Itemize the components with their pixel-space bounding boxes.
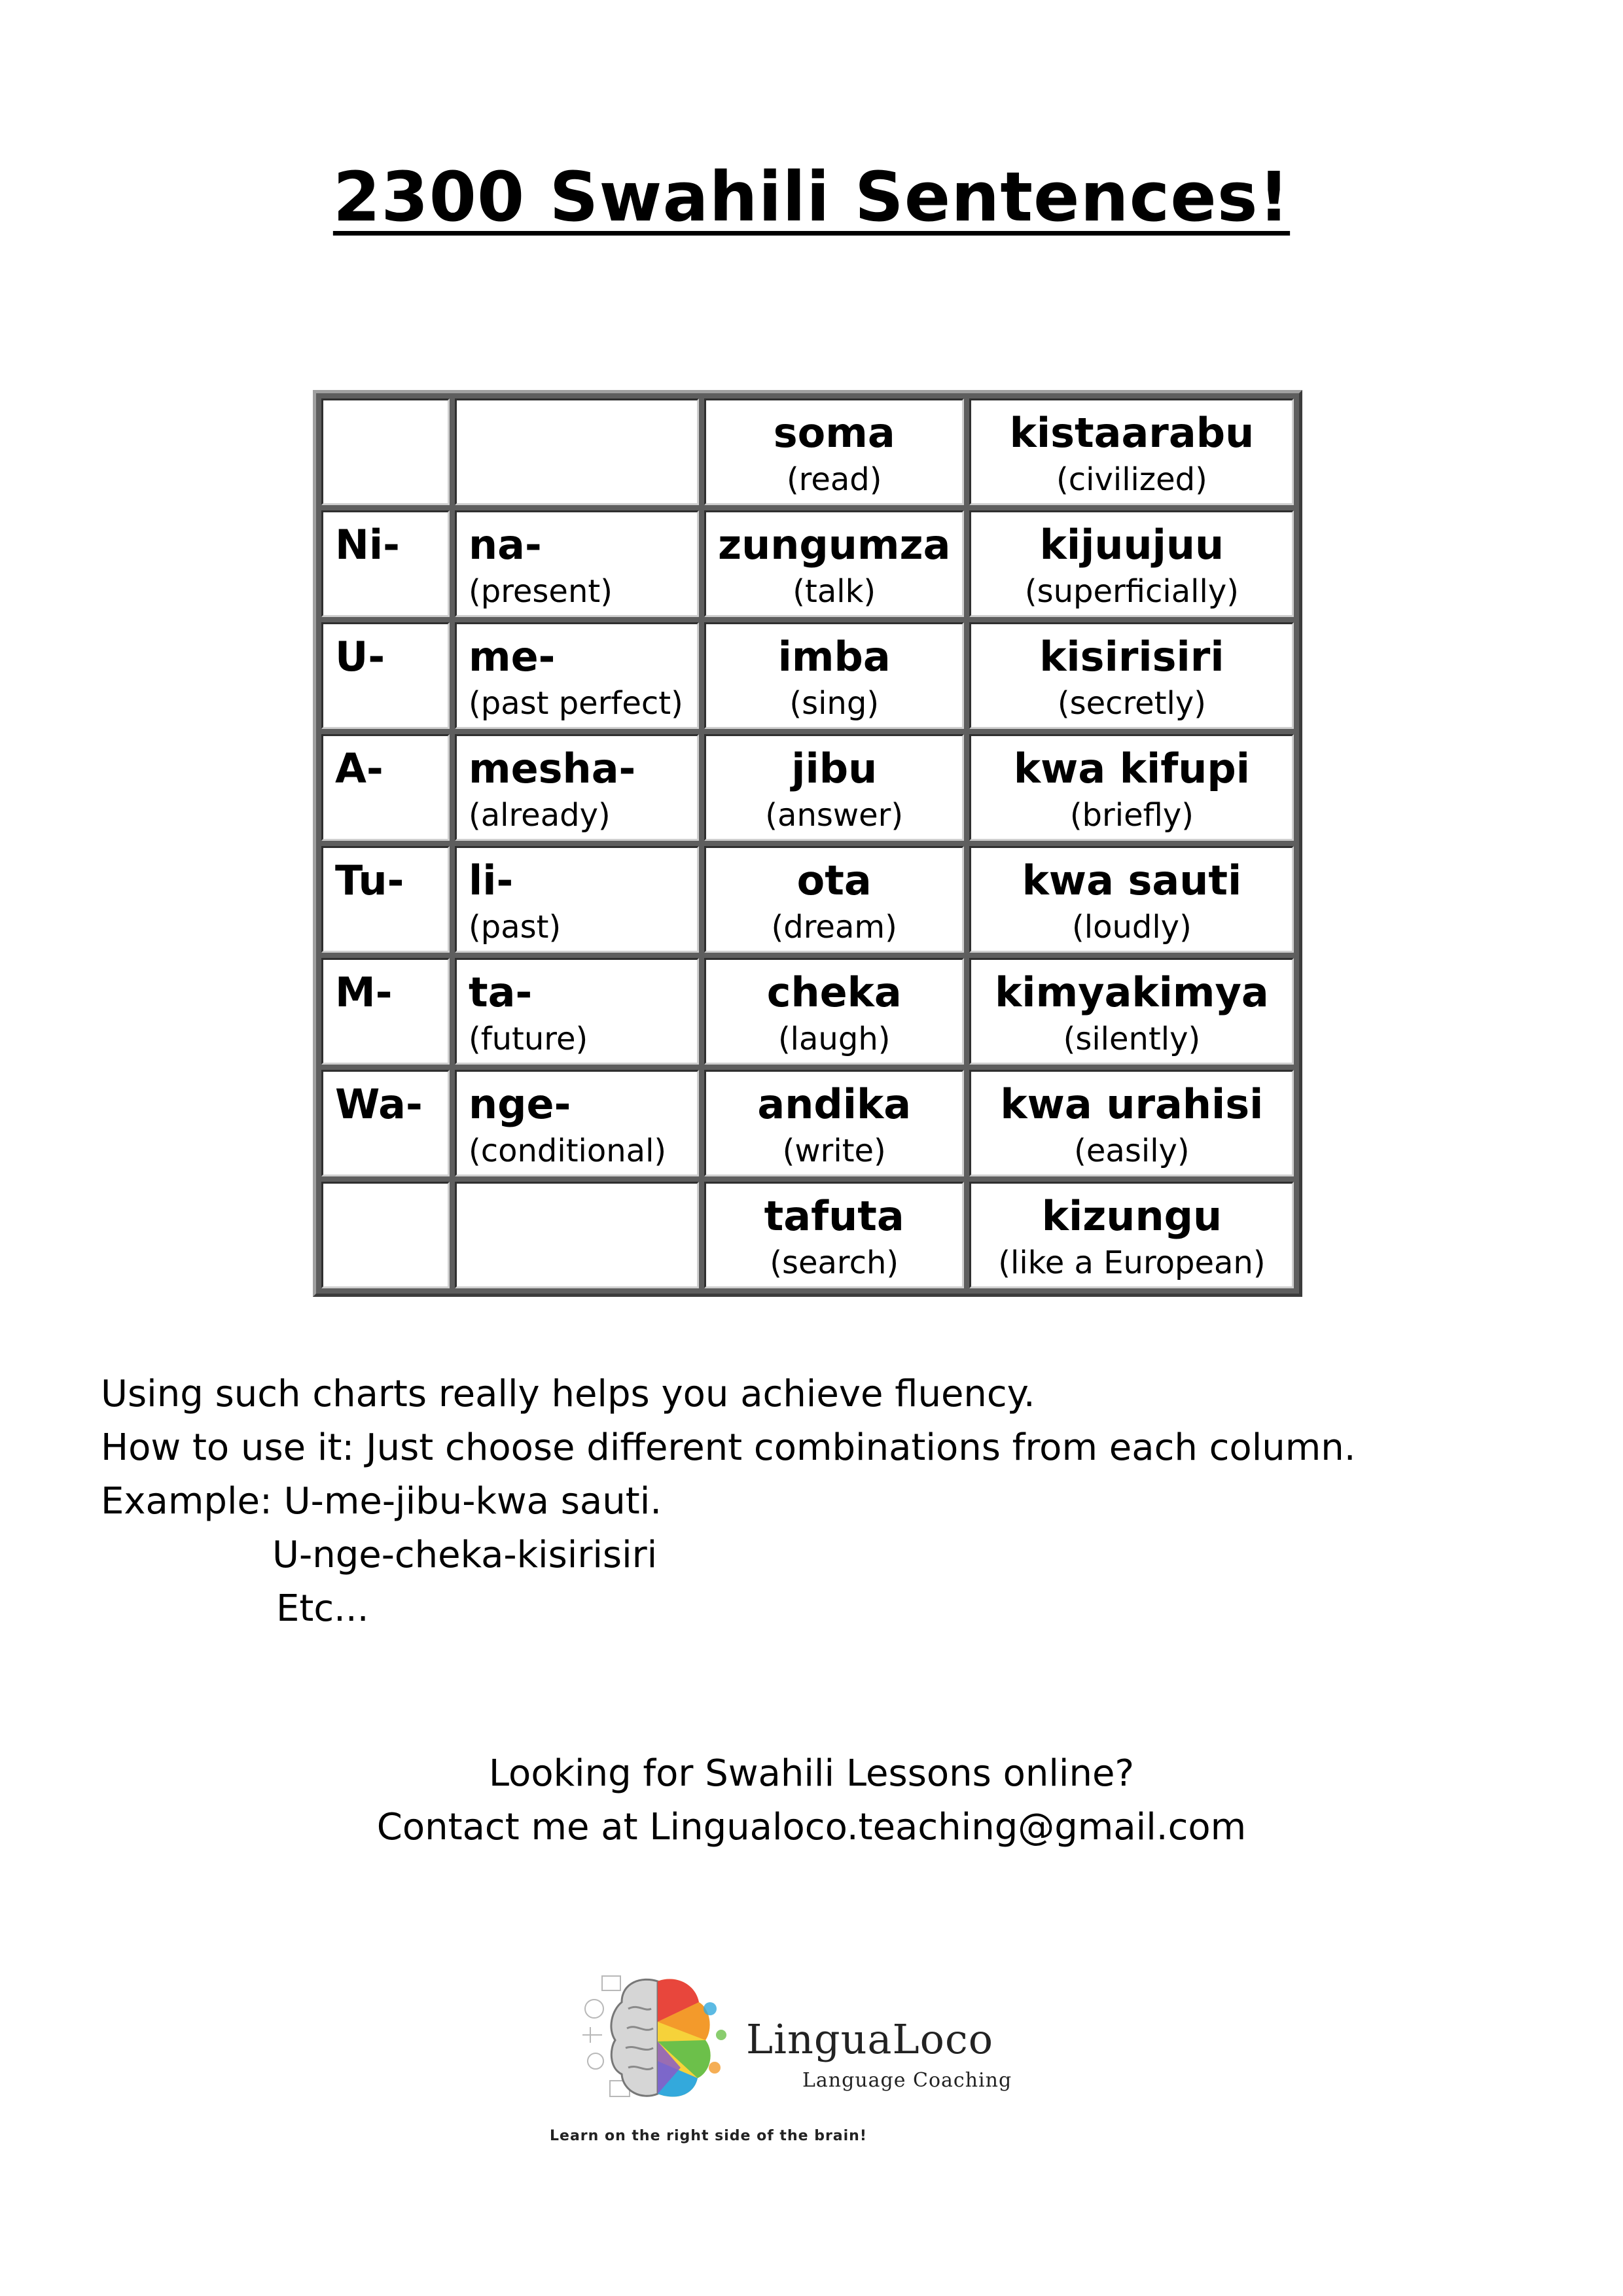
tense-gloss: (conditional) bbox=[469, 1133, 667, 1170]
sentence-chart bbox=[313, 390, 1302, 1297]
verb-cell bbox=[704, 1182, 964, 1288]
subject-cell bbox=[321, 510, 450, 617]
tense-cell bbox=[455, 1182, 699, 1288]
adverb-gloss: (secretly) bbox=[1057, 685, 1206, 722]
adverb-word: kisirisiri bbox=[1039, 633, 1224, 680]
verb-gloss: (answer) bbox=[765, 797, 904, 834]
subject-prefix: Wa- bbox=[335, 1080, 423, 1128]
tense-marker: li- bbox=[469, 857, 514, 904]
verb-word: andika bbox=[757, 1080, 912, 1128]
notes-line-1: Using such charts really helps you achieve fluency. bbox=[101, 1373, 1035, 1415]
chart-row bbox=[321, 510, 1294, 617]
tense-gloss: (future) bbox=[469, 1021, 588, 1058]
adverb-word: kijuujuu bbox=[1039, 521, 1224, 569]
tense-gloss: (past) bbox=[469, 909, 562, 946]
verb-cell bbox=[704, 1070, 964, 1176]
brand-name: LinguaLoco bbox=[746, 2015, 994, 2063]
contact-block bbox=[0, 1747, 1623, 1854]
page-title: 2300 Swahili Sentences! bbox=[332, 157, 1291, 237]
verb-word: soma bbox=[773, 409, 895, 457]
tense-marker: nge- bbox=[469, 1080, 571, 1128]
contact-line-2[interactable]: Contact me at Lingualoco.teaching@gmail.com bbox=[376, 1806, 1247, 1848]
subject-cell bbox=[321, 1070, 450, 1176]
example-etc: Etc... bbox=[276, 1587, 369, 1630]
example-sentence-2: U-nge-cheka-kisirisiri bbox=[272, 1534, 658, 1576]
verb-cell bbox=[704, 958, 964, 1065]
verb-gloss: (sing) bbox=[789, 685, 880, 722]
tense-gloss: (present) bbox=[469, 573, 613, 610]
chart-row bbox=[321, 958, 1294, 1065]
tense-cell bbox=[455, 846, 699, 953]
adverb-gloss: (loudly) bbox=[1072, 909, 1192, 946]
adverb-word: kimyakimya bbox=[995, 968, 1269, 1016]
subject-prefix: Tu- bbox=[335, 857, 404, 904]
chart-row bbox=[321, 1182, 1294, 1288]
example-line-1 bbox=[101, 1475, 1356, 1528]
adverb-gloss: (like a European) bbox=[998, 1245, 1266, 1282]
adverb-gloss: (silently) bbox=[1063, 1021, 1201, 1058]
verb-word: tafuta bbox=[764, 1192, 904, 1240]
tense-cell bbox=[455, 622, 699, 729]
logo bbox=[550, 1956, 1073, 2166]
subject-cell bbox=[321, 734, 450, 841]
verb-gloss: (search) bbox=[770, 1245, 899, 1282]
tense-cell bbox=[455, 734, 699, 841]
adverb-cell bbox=[969, 622, 1294, 729]
adverb-cell bbox=[969, 846, 1294, 953]
verb-cell bbox=[704, 398, 964, 505]
tense-marker: ta- bbox=[469, 968, 533, 1016]
adverb-cell bbox=[969, 1182, 1294, 1288]
chart-row bbox=[321, 1070, 1294, 1176]
subject-prefix: Ni- bbox=[335, 521, 400, 569]
verb-cell bbox=[704, 846, 964, 953]
verb-word: cheka bbox=[766, 968, 902, 1016]
subject-cell bbox=[321, 846, 450, 953]
adverb-word: kwa kifupi bbox=[1013, 745, 1250, 792]
adverb-cell bbox=[969, 958, 1294, 1065]
tense-marker: mesha- bbox=[469, 745, 636, 792]
subject-cell bbox=[321, 622, 450, 729]
adverb-cell bbox=[969, 398, 1294, 505]
verb-cell bbox=[704, 622, 964, 729]
verb-cell bbox=[704, 510, 964, 617]
brand-subtitle: Language Coaching bbox=[802, 2069, 1012, 2092]
tense-cell bbox=[455, 958, 699, 1065]
verb-gloss: (laugh) bbox=[777, 1021, 891, 1058]
adverb-cell bbox=[969, 734, 1294, 841]
verb-gloss: (talk) bbox=[793, 573, 876, 610]
tense-cell bbox=[455, 510, 699, 617]
verb-gloss: (read) bbox=[786, 461, 882, 499]
adverb-cell bbox=[969, 1070, 1294, 1176]
adverb-word: kistaarabu bbox=[1009, 409, 1255, 457]
contact-line-1: Looking for Swahili Lessons online? bbox=[488, 1752, 1135, 1795]
adverb-word: kwa urahisi bbox=[1000, 1080, 1264, 1128]
chart-row bbox=[321, 846, 1294, 953]
subject-cell bbox=[321, 958, 450, 1065]
verb-cell bbox=[704, 734, 964, 841]
subject-cell bbox=[321, 398, 450, 505]
adverb-gloss: (briefly) bbox=[1069, 797, 1194, 834]
tense-marker: me- bbox=[469, 633, 556, 680]
adverb-gloss: (civilized) bbox=[1056, 461, 1207, 499]
verb-word: ota bbox=[796, 857, 872, 904]
example-sentence-1: U-me-jibu-kwa sauti. bbox=[283, 1480, 662, 1523]
subject-prefix: M- bbox=[335, 968, 393, 1016]
subject-prefix: U- bbox=[335, 633, 385, 680]
notes-line-2: How to use it: Just choose different combinations from each column. bbox=[101, 1426, 1356, 1469]
usage-notes bbox=[101, 1368, 1356, 1636]
subject-prefix: A- bbox=[335, 745, 383, 792]
chart-row bbox=[321, 398, 1294, 505]
verb-word: zungumza bbox=[718, 521, 951, 569]
tense-cell bbox=[455, 1070, 699, 1176]
tense-marker: na- bbox=[469, 521, 542, 569]
tense-gloss: (already) bbox=[469, 797, 611, 834]
adverb-word: kwa sauti bbox=[1022, 857, 1242, 904]
adverb-gloss: (easily) bbox=[1074, 1133, 1190, 1170]
verb-gloss: (write) bbox=[782, 1133, 886, 1170]
chart-row bbox=[321, 622, 1294, 729]
subject-cell bbox=[321, 1182, 450, 1288]
adverb-cell bbox=[969, 510, 1294, 617]
verb-word: jibu bbox=[791, 745, 878, 792]
brand-motto: Learn on the right side of the brain! bbox=[550, 2128, 867, 2144]
adverb-gloss: (superficially) bbox=[1024, 573, 1239, 610]
verb-gloss: (dream) bbox=[771, 909, 897, 946]
example-label: Example: bbox=[101, 1480, 272, 1523]
tense-cell bbox=[455, 398, 699, 505]
verb-word: imba bbox=[777, 633, 891, 680]
chart-row bbox=[321, 734, 1294, 841]
adverb-word: kizungu bbox=[1041, 1192, 1222, 1240]
tense-gloss: (past perfect) bbox=[469, 685, 683, 722]
brain-logo-icon bbox=[576, 1963, 740, 2120]
